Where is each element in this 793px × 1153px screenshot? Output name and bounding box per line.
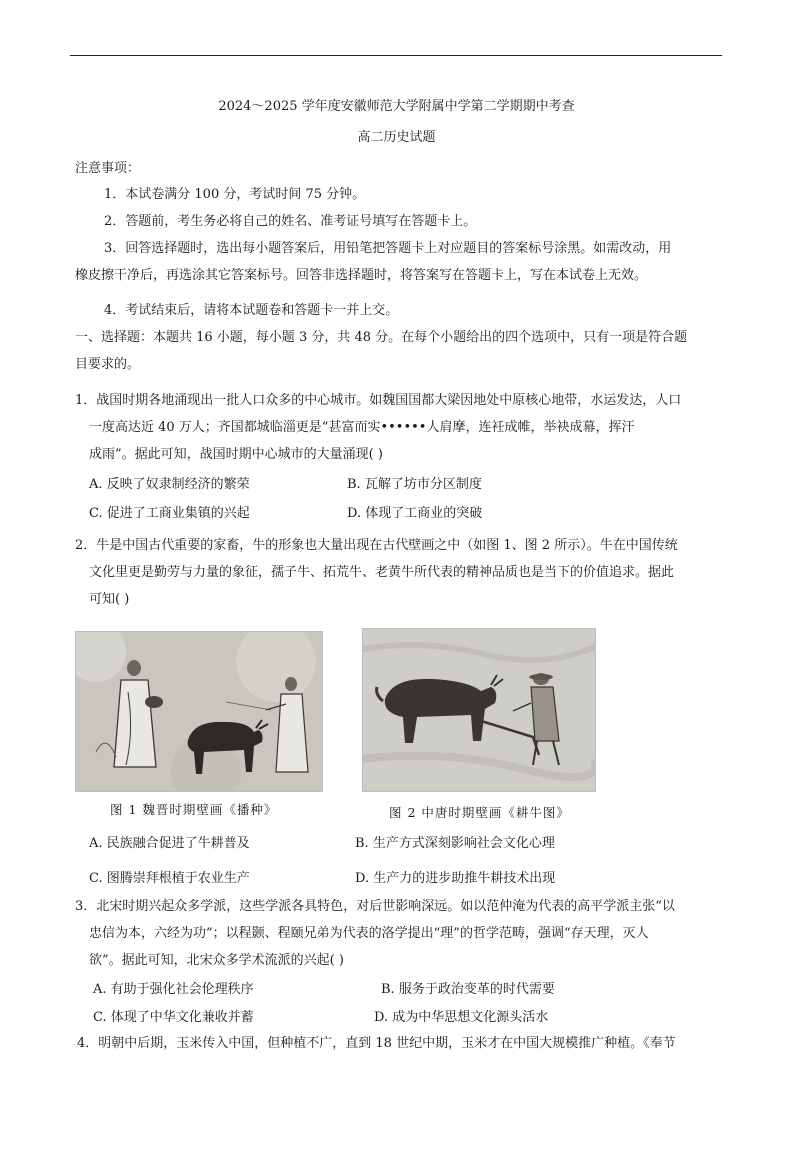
q2-option-d: D. 生产力的进步助推牛耕技术出现: [355, 871, 556, 886]
q3-stem-line-2: 忠信为本，六经为功”；以程颢、程颐兄弟为代表的洛学提出“理”的哲学范畴，强调“存天理，灭人: [89, 926, 649, 941]
notes-heading: 注意事项：: [75, 161, 141, 176]
q1-option-a: A. 反映了奴隶制经济的繁荣: [89, 477, 250, 492]
q2-option-a: A. 民族融合促进了牛耕普及: [89, 836, 250, 851]
figure-1-mural-drawing: [76, 632, 322, 791]
notes-item-3-line-2: 橡皮擦干净后，再选涂其它答案标号。回答非选择题时，将答案写在答题卡上，写在本试卷上无效。: [75, 268, 648, 283]
q2-option-c: C. 图腾崇拜根植于农业生产: [89, 871, 250, 886]
notes-item-3-line-1: 3．回答选择题时，选出每小题答案后，用铅笔把答题卡上对应题目的答案标号涂黑。如需改动，用: [104, 241, 672, 256]
q1-option-c: C. 促进了工商业集镇的兴起: [89, 506, 250, 521]
exam-title: 2024～2025 学年度安徽师范大学附属中学第二学期期中考查: [218, 99, 575, 114]
q1-option-d: D. 体现了工商业的突破: [347, 506, 483, 521]
q3-option-d: D. 成为中华思想文化源头活水: [374, 1010, 549, 1025]
q2-stem-line-1: 2．牛是中国古代重要的家畜，牛的形象也大量出现在古代壁画之中（如图 1、图 2 所示）。牛在中国传统: [75, 538, 678, 553]
figure-1-caption: 图 1 魏晋时期壁画《播种》: [110, 802, 278, 817]
q3-stem-line-1: 3．北宋时期兴起众多学派，这些学派各具特色，对后世影响深远。如以范仲淹为代表的高平学派主张“以: [75, 899, 675, 914]
notes-item-4: 4．考试结束后，请将本试题卷和答题卡一并上交。: [104, 303, 399, 318]
q2-stem-line-3: 可知( ): [89, 592, 130, 607]
q1-stem-line-3: 成雨”。据此可知，战国时期中心城市的大量涌现( ): [89, 447, 383, 462]
q3-option-c: C. 体现了中华文化兼收并蓄: [93, 1010, 254, 1025]
notes-item-2: 2．答题前，考生务必将自己的姓名、准考证号填写在答题卡上。: [104, 214, 477, 229]
q1-stem-line-1: 1．战国时期各地涌现出一批人口众多的中心城市。如魏国国都大梁因地处中原核心地带，水运发达，人口: [75, 393, 682, 408]
section-heading-line-2: 目要求的。: [75, 357, 141, 372]
notes-item-1: 1．本试卷满分 100 分，考试时间 75 分钟。: [104, 187, 366, 202]
figure-2-mural-drawing: [363, 629, 595, 791]
figure-2-mural-plowing-ox: [362, 628, 596, 792]
section-heading-line-1: 一、选择题：本题共 16 小题，每小题 3 分，共 48 分。在每个小题给出的四个选项中，只有一项是符合题: [75, 330, 688, 345]
q1-stem-line-2: 一度高达近 40 万人；齐国都城临淄更是“甚富而实••••••人肩摩，连衽成帷，举袂成幕，挥汗: [89, 420, 635, 435]
q1-option-b: B. 瓦解了坊市分区制度: [347, 477, 482, 492]
exam-subtitle: 高二历史试题: [357, 130, 436, 145]
q3-option-b: B. 服务于政治变革的时代需要: [381, 982, 555, 997]
top-rule: [70, 55, 722, 56]
q2-stem-line-2: 文化里更是勤劳与力量的象征，孺子牛、拓荒牛、老黄牛所代表的精神品质也是当下的价值追求。据此: [89, 565, 675, 580]
figure-2-caption: 图 2 中唐时期壁画《耕牛图》: [389, 805, 570, 820]
figure-1-mural-sowing: [75, 631, 323, 792]
q4-stem-line-1: 4．明朝中后期，玉米传入中国，但种植不广，直到 18 世纪中期，玉米才在中国大规模推广种植。《奉节: [77, 1036, 676, 1051]
q3-stem-line-3: 欲”。据此可知，北宋众多学术流派的兴起( ): [89, 953, 344, 968]
q2-option-b: B. 生产方式深刻影响社会文化心理: [355, 836, 555, 851]
q3-option-a: A. 有助于强化社会伦理秩序: [93, 982, 254, 997]
